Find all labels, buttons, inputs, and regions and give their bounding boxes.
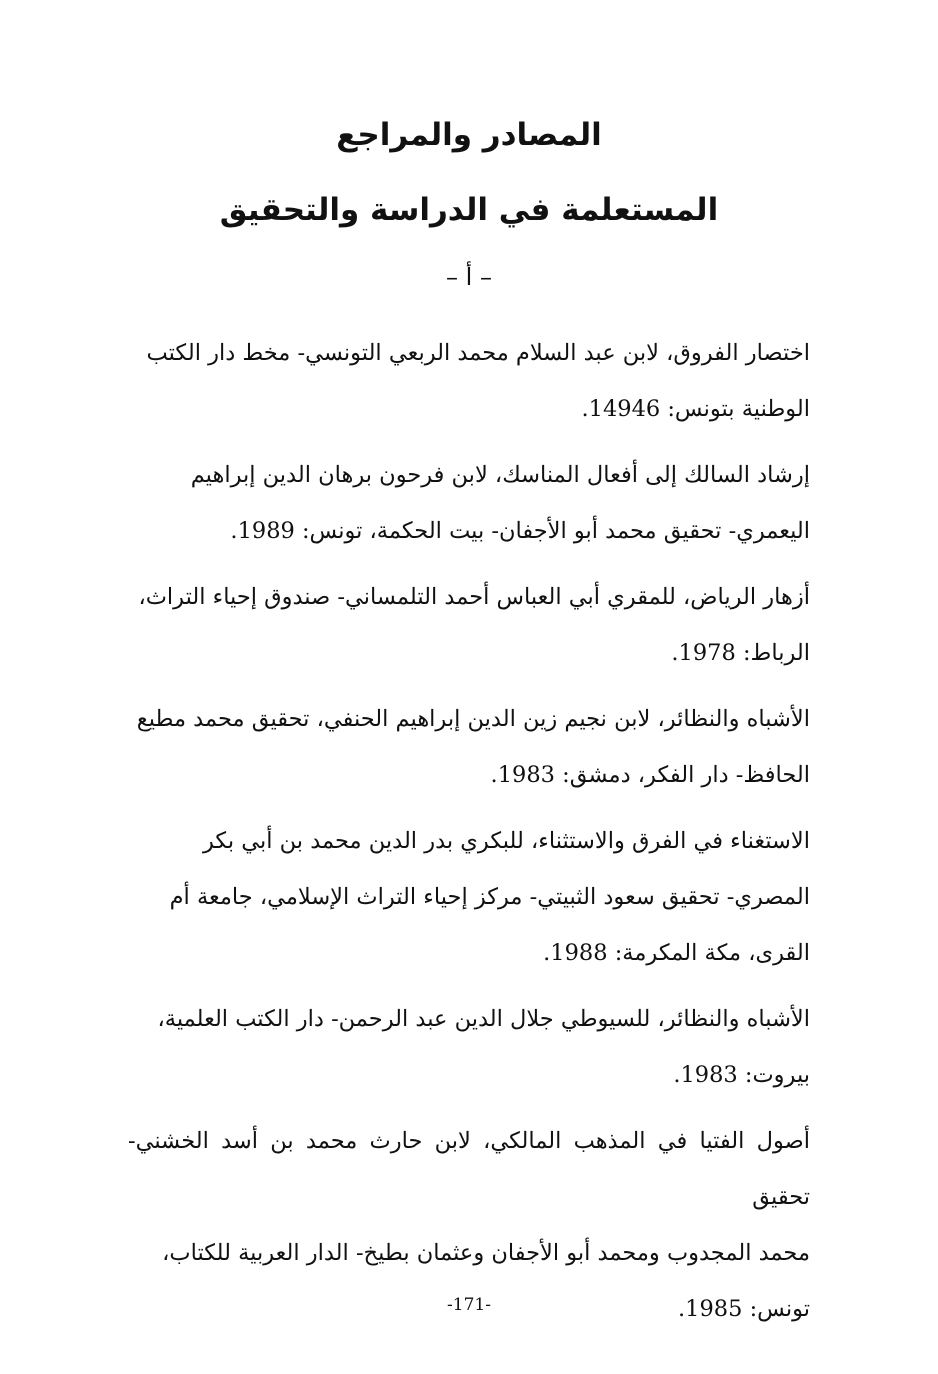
reference-entry: أزهار الرياض، للمقري أبي العباس أحمد التلمساني- صندوق إحياء التراث، الرباط: 1978. xyxy=(138,584,810,666)
page-title: المصادر والمراجع xyxy=(336,117,602,153)
reference-entry: إرشاد السالك إلى أفعال المناسك، لابن فرحون برهان الدين إبراهيم اليعمري- تحقيق محمد أبو الأجفان- بيت الحكمة، تونس: 1989. xyxy=(190,462,810,544)
reference-list xyxy=(128,325,810,1347)
reference-entry: الاستغناء في الفرق والاستثناء، للبكري بدر الدين محمد بن أبي بكر المصري- تحقيق سعود الثبيتي- مركز إحياء التراث الإسلامي، جامعة أم القرى، مكة المكرمة: 1988. xyxy=(169,828,810,966)
reference-entry: أصول الفتيا في المذهب المالكي، لابن حارث محمد بن أسد الخشني- تحقيق محمد المجدوب ومحمد أبو الأجفان وعثمان بطيخ- الدار العربية للكتاب، تونس: 1985. xyxy=(128,1128,810,1322)
section-letter: – أ – xyxy=(446,263,492,291)
page-subtitle: المستعلمة في الدراسة والتحقيق xyxy=(219,192,719,228)
page-number: -171- xyxy=(447,1295,491,1315)
reference-entry: الأشباه والنظائر، للسيوطي جلال الدين عبد الرحمن- دار الكتب العلمية، بيروت: 1983. xyxy=(157,1006,810,1088)
reference-entry: اختصار الفروق، لابن عبد السلام محمد الربعي التونسي- مخط دار الكتب الوطنية بتونس: 14946. xyxy=(146,340,810,422)
reference-entry: الأشباه والنظائر، لابن نجيم زين الدين إبراهيم الحنفي، تحقيق محمد مطيع الحافظ- دار الفكر، دمشق: 1983. xyxy=(136,706,810,788)
